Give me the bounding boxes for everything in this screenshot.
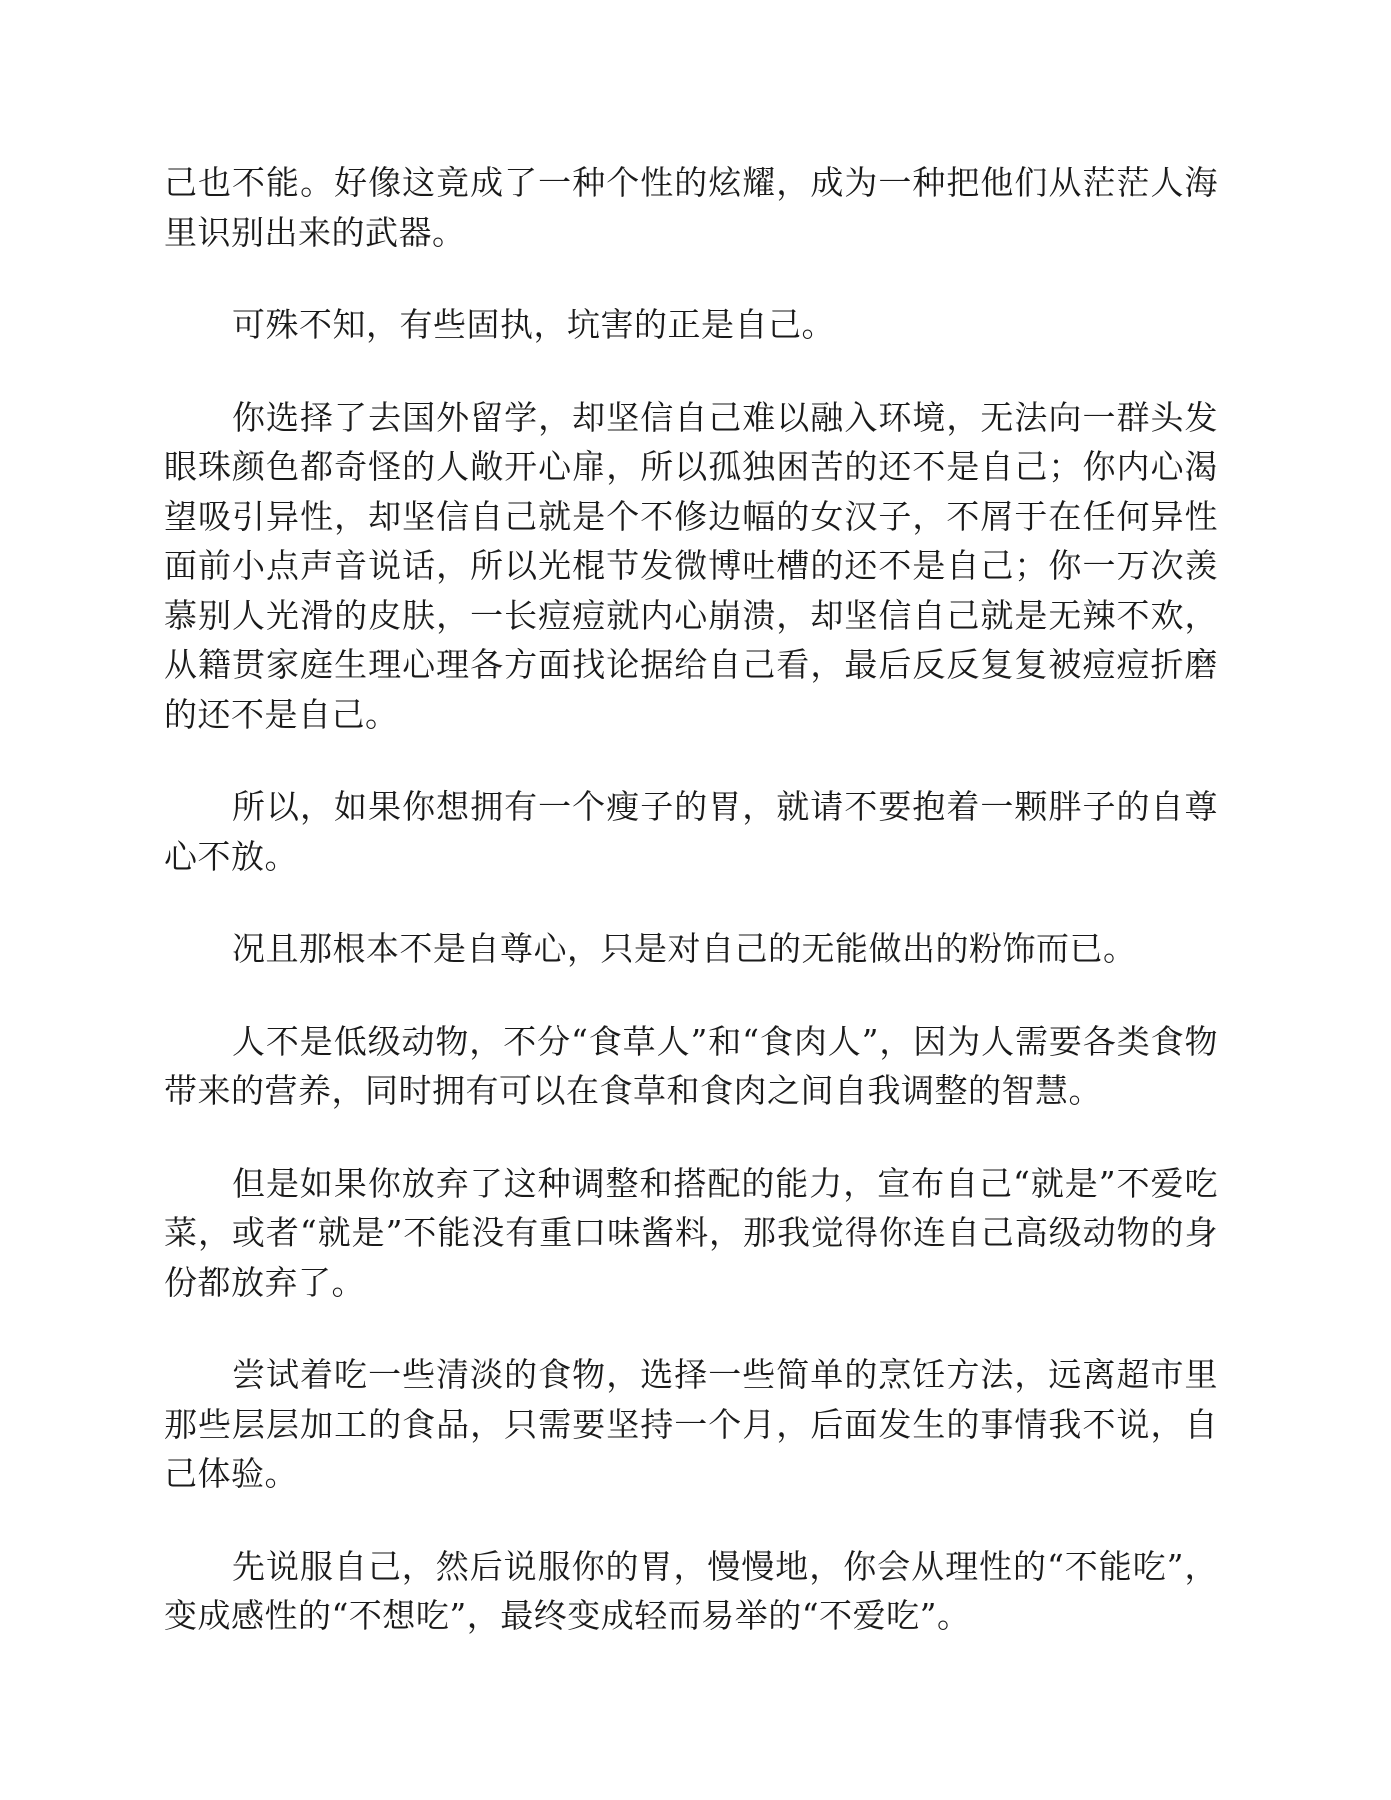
paragraph-2: 可殊不知，有些固执，坑害的正是自己。 xyxy=(232,305,835,344)
paragraph-1: 己也不能。好像这竟成了一种个性的炫耀，成为一种把他们从茫茫人海里识别出来的武器。 xyxy=(164,163,1218,252)
paragraph-3: 你选择了去国外留学，却坚信自己难以融入环境，无法向一群头发眼珠颜色都奇怪的人敞开心扉，所以孤独困苦的还不是自己；你内心渴望吸引异性，却坚信自己就是个不修边幅的女汉子，不屑于在任何异性面前小点声音说话，所以光棍节发微博吐槽的还不是自己；你一万次羡慕别人光滑的皮肤，一长痘痘就内心崩溃，却坚信自己就是无辣不欢，从籍贯家庭生理心理各方面找论据给自己看，最后反反复复被痘痘折磨的还不是自己。 xyxy=(164,397,1218,734)
paragraph-7: 但是如果你放弃了这种调整和搭配的能力，宣布自己“就是”不爱吃菜，或者“就是”不能没有重口味酱料，那我觉得你连自己高级动物的身份都放弃了。 xyxy=(164,1163,1218,1302)
paragraph-5: 况且那根本不是自尊心，只是对自己的无能做出的粉饰而已。 xyxy=(232,929,1137,968)
paragraph-4: 所以，如果你想拥有一个瘦子的胃，就请不要抱着一颗胖子的自尊心不放。 xyxy=(164,787,1218,876)
paragraph-8: 尝试着吃一些清淡的食物，选择一些简单的烹饪方法，远离超市里那些层层加工的食品，只需要坚持一个月，后面发生的事情我不说，自己体验。 xyxy=(164,1355,1218,1493)
paragraph-9: 先说服自己，然后说服你的胃，慢慢地，你会从理性的“不能吃”，变成感性的“不想吃”，最终变成轻而易举的“不爱吃”。 xyxy=(164,1546,1218,1635)
paragraph-6: 人不是低级动物，不分“食草人”和“食肉人”，因为人需要各类食物带来的营养，同时拥有可以在食草和食肉之间自我调整的智慧。 xyxy=(164,1021,1218,1110)
document-page xyxy=(164,158,1218,1684)
